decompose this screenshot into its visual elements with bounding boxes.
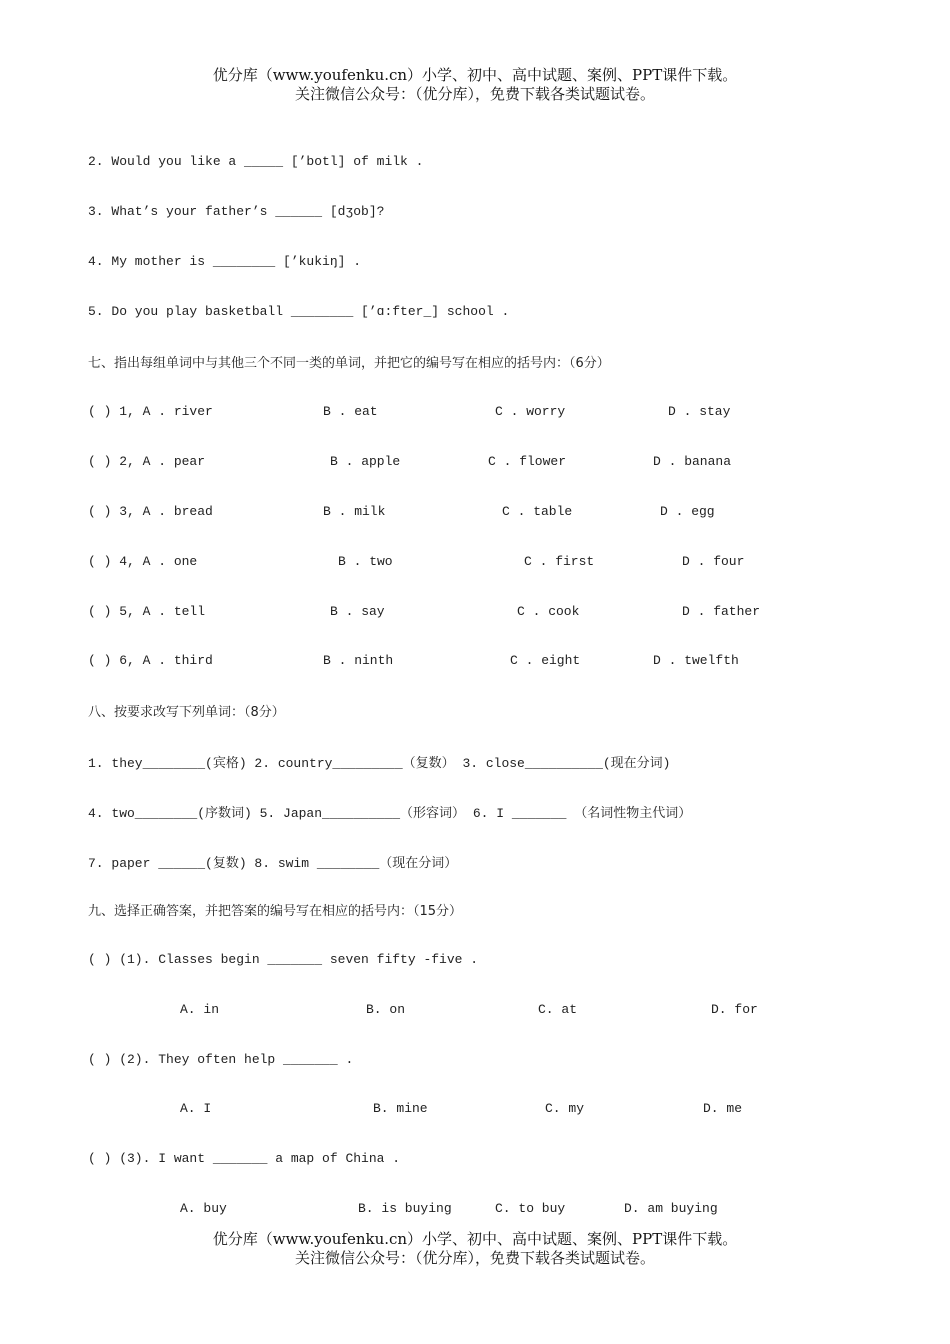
option-b: B . milk: [323, 504, 386, 519]
option-d: D . father: [682, 604, 761, 619]
option-c: C. my: [545, 1101, 585, 1116]
option-d: D . four: [682, 554, 745, 569]
option-b: B. is buying: [358, 1201, 452, 1216]
header-line-1: 优分库（www.youfenku.cn）小学、初中、高中试题、案例、PPT课件下载。: [212, 66, 738, 84]
fill-item: 3. What’s your father’s ______ [dʒob]?: [88, 204, 385, 219]
option-d: D. for: [711, 1002, 758, 1017]
option-a: ( ) 5, A . tell: [88, 604, 206, 619]
section-8-title: 八、按要求改写下列单词：（8分）: [88, 705, 285, 720]
option-a: ( ) 4, A . one: [88, 554, 198, 569]
question-stem: ( ) (1). Classes begin _______ seven fifty -five .: [88, 952, 479, 967]
section-7-title: 七、指出每组单词中与其他三个不同一类的单词，并把它的编号写在相应的括号内：（6分）: [88, 356, 610, 371]
option-d: D . stay: [668, 404, 731, 419]
fill-item: 4. My mother is ________ [’kukiŋ] .: [88, 254, 362, 269]
option-b: B. on: [366, 1002, 406, 1017]
fill-item: 2. Would you like a _____ [’botl] of milk .: [88, 154, 424, 169]
fill-item: 5. Do you play basketball ________ [’ɑ:fter_] school .: [88, 304, 510, 319]
option-b: B . two: [338, 554, 393, 569]
page-header: [0, 66, 950, 104]
option-d: D. me: [703, 1101, 743, 1116]
option-c: C . first: [524, 554, 595, 569]
page-footer: [0, 1230, 950, 1268]
option-c: C . flower: [488, 454, 567, 469]
option-d: D . twelfth: [653, 653, 739, 668]
option-a: A. in: [180, 1002, 220, 1017]
option-c: C . worry: [495, 404, 566, 419]
question-stem: ( ) (3). I want _______ a map of China .: [88, 1151, 401, 1166]
rewrite-line: 4. two________(序数词) 5. Japan__________（形容词） 6. I _______ （名词性物主代词）: [88, 806, 692, 821]
option-b: B . say: [330, 604, 385, 619]
option-a: ( ) 6, A . third: [88, 653, 213, 668]
option-c: C . table: [502, 504, 573, 519]
question-stem: ( ) (2). They often help _______ .: [88, 1052, 354, 1067]
rewrite-line: 7. paper ______(复数) 8. swim ________（现在分词）: [88, 856, 458, 871]
section-9-title: 九、选择正确答案，并把答案的编号写在相应的括号内：（15分）: [88, 904, 463, 919]
option-d: D. am buying: [624, 1201, 718, 1216]
rewrite-line: 1. they________(宾格) 2. country_________（复数） 3. close__________(现在分词): [88, 756, 671, 771]
option-a: ( ) 3, A . bread: [88, 504, 213, 519]
option-a: A. I: [180, 1101, 212, 1116]
footer-line-1: 优分库（www.youfenku.cn）小学、初中、高中试题、案例、PPT课件下载。: [212, 1230, 738, 1248]
option-c: C. to buy: [495, 1201, 566, 1216]
header-line-2: 关注微信公众号：（优分库），免费下载各类试题试卷。: [294, 85, 655, 103]
option-c: C. at: [538, 1002, 578, 1017]
option-b: B . ninth: [323, 653, 394, 668]
option-c: C . cook: [517, 604, 580, 619]
option-c: C . eight: [510, 653, 581, 668]
option-a: ( ) 1, A . river: [88, 404, 213, 419]
option-a: ( ) 2, A . pear: [88, 454, 206, 469]
option-b: B . eat: [323, 404, 378, 419]
option-b: B . apple: [330, 454, 401, 469]
option-a: A. buy: [180, 1201, 227, 1216]
option-b: B. mine: [373, 1101, 428, 1116]
option-d: D . egg: [660, 504, 715, 519]
footer-line-2: 关注微信公众号：（优分库），免费下载各类试题试卷。: [294, 1249, 655, 1267]
option-d: D . banana: [653, 454, 732, 469]
